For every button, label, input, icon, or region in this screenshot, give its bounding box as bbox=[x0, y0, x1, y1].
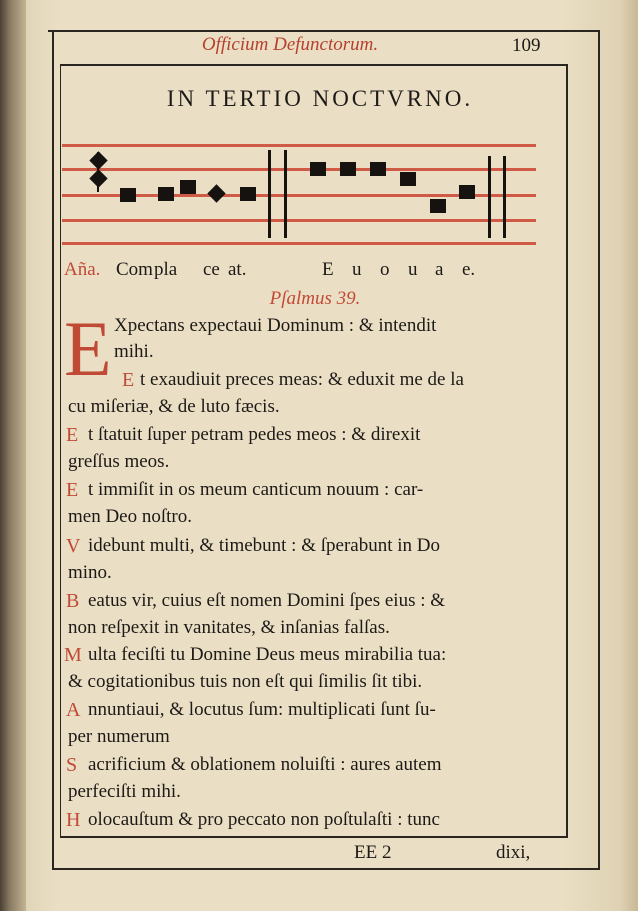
chant-staff bbox=[62, 140, 536, 248]
bar-line-2b bbox=[503, 156, 506, 238]
clef-stem bbox=[97, 152, 99, 192]
section-title: IN TERTIO NOCTVRNO. bbox=[166, 86, 474, 111]
tone-syllable-6: e. bbox=[462, 259, 476, 280]
frame-left-rule-outer bbox=[52, 30, 54, 870]
syllable-ce: ce bbox=[203, 259, 220, 280]
verse-10-line-1: olocauſtum & pro peccato non poſtulaſti : tunc bbox=[88, 809, 440, 830]
bar-line-1a bbox=[268, 150, 271, 238]
signature-mark: EE 2 bbox=[354, 842, 392, 863]
antiphon-label: Aña. bbox=[64, 259, 101, 280]
decorated-initial: E bbox=[64, 305, 112, 392]
tone-syllable-5: a bbox=[435, 259, 444, 280]
note-u-2 bbox=[400, 172, 416, 186]
tone-syllable-4: u bbox=[408, 259, 418, 280]
verse-8-line-1: nnuntiaui, & locutus ſum: multiplicati ſunt ſu- bbox=[88, 699, 436, 720]
verse-5-initial: V bbox=[66, 535, 81, 557]
page-number: 109 bbox=[512, 35, 541, 56]
staff-line-2 bbox=[62, 168, 536, 171]
bar-line-1b bbox=[284, 150, 287, 238]
verse-2-initial: E bbox=[122, 369, 135, 391]
verse-8-line-2: per numerum bbox=[68, 726, 170, 747]
verse-5-line-1: idebunt multi, & timebunt : & ſperabunt in Do bbox=[88, 535, 440, 556]
staff-line-4 bbox=[62, 219, 536, 222]
note-ce-1 bbox=[180, 180, 196, 194]
verse-1-line-2: mihi. bbox=[114, 341, 154, 362]
note-e bbox=[310, 162, 326, 176]
verse-2-line-2: cu miſeriæ, & de luto fæcis. bbox=[68, 396, 280, 417]
verse-9-initial: S bbox=[66, 754, 78, 776]
note-ce-2 bbox=[207, 184, 225, 202]
note-com bbox=[120, 188, 136, 202]
note-e-final bbox=[459, 185, 475, 199]
running-title: Officium Defunctorum. bbox=[201, 34, 379, 55]
verse-3-line-2: greſſus meos. bbox=[68, 451, 170, 472]
syllable-pla: pla bbox=[154, 259, 178, 280]
verse-6-line-1: eatus vir, cuius eſt nomen Domini ſpes eius : & bbox=[88, 590, 446, 611]
note-o bbox=[370, 162, 386, 176]
verse-6-initial: B bbox=[66, 590, 80, 612]
psalm-title: Pſalmus 39. bbox=[269, 288, 361, 309]
verse-5-line-2: mino. bbox=[68, 562, 112, 583]
frame-top-rule bbox=[48, 30, 600, 32]
frame-right-rule-inner bbox=[566, 64, 568, 836]
verse-7-initial: M bbox=[64, 644, 82, 666]
note-pla bbox=[158, 187, 174, 201]
tone-syllable-1: E bbox=[322, 259, 334, 280]
header-rule bbox=[60, 64, 568, 66]
verse-7-line-1: ulta feciſti tu Domine Deus meus mirabilia tua: bbox=[88, 644, 447, 665]
verse-1-line-1: Xpectans expectaui Dominum : & intendit bbox=[114, 315, 437, 336]
syllable-com: Com bbox=[116, 259, 153, 280]
verse-9-line-1: acrificium & oblationem noluiſti : aures autem bbox=[88, 754, 442, 775]
verse-8-initial: A bbox=[66, 699, 81, 721]
verse-4-initial: E bbox=[66, 479, 79, 501]
tone-syllable-2: u bbox=[352, 259, 362, 280]
verse-3-line-1: t ſtatuit ſuper petram pedes meos : & direxit bbox=[88, 424, 421, 445]
note-a bbox=[430, 199, 446, 213]
tone-syllable-3: o bbox=[380, 259, 390, 280]
verse-3-initial: E bbox=[66, 424, 79, 446]
note-u-1 bbox=[340, 162, 356, 176]
verse-4-line-2: men Deo noſtro. bbox=[68, 506, 193, 527]
note-at bbox=[240, 187, 256, 201]
catchword: dixi, bbox=[496, 842, 531, 863]
frame-right-rule-outer bbox=[598, 30, 600, 870]
verse-10-initial: H bbox=[66, 809, 81, 831]
frame-left-rule-inner bbox=[60, 64, 61, 836]
verse-6-line-2: non reſpexit in vanitates, & inſanias falſas. bbox=[68, 617, 390, 638]
bar-line-2a bbox=[488, 156, 491, 238]
staff-line-5 bbox=[62, 242, 536, 245]
staff-line-1 bbox=[62, 144, 536, 147]
syllable-at: at. bbox=[228, 259, 247, 280]
frame-bottom-rule bbox=[52, 868, 600, 870]
text-bottom-rule bbox=[60, 836, 568, 838]
verse-7-line-2: & cogitationibus tuis non eſt qui ſimilis ſit tibi. bbox=[68, 671, 423, 692]
verse-2-line-1: t exaudiuit preces meas: & eduxit me de la bbox=[140, 369, 464, 390]
verse-9-line-2: perfeciſti mihi. bbox=[68, 781, 181, 802]
verse-4-line-1: t immiſit in os meum canticum nouum : car- bbox=[88, 479, 424, 500]
book-spine bbox=[0, 0, 26, 911]
